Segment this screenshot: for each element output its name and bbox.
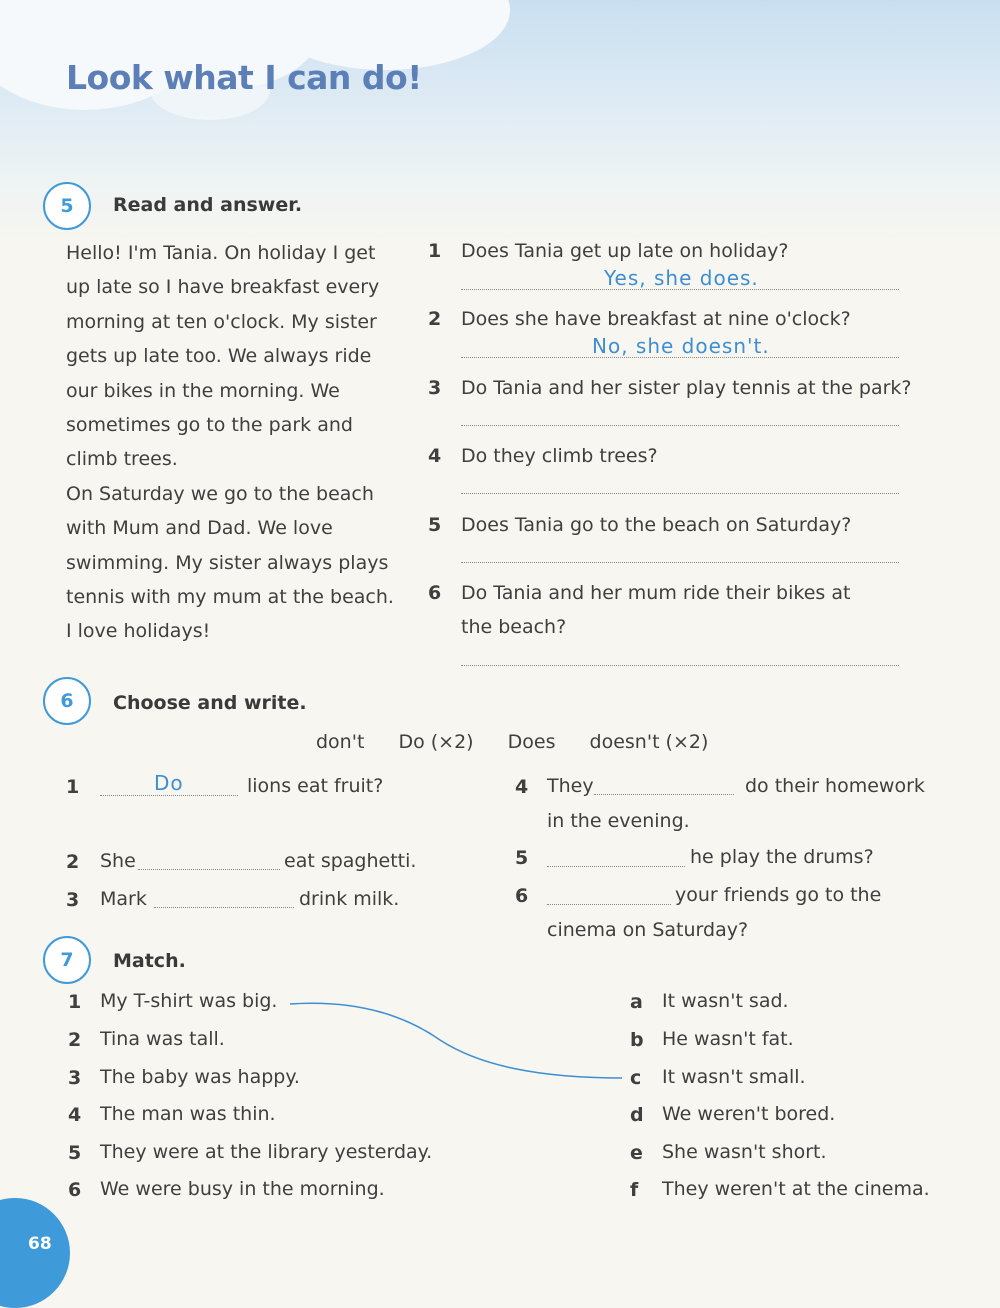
- item-number: 6: [515, 885, 529, 907]
- word-bank-item: Does: [507, 731, 556, 753]
- exercise-number-badge: 5: [43, 182, 91, 230]
- item-number: 3: [66, 889, 80, 911]
- item-number: 2: [66, 851, 80, 873]
- match-left-text[interactable]: We were busy in the morning.: [100, 1178, 385, 1200]
- question-number: 3: [428, 377, 442, 399]
- handwritten-answer: No, she doesn't.: [592, 334, 770, 358]
- page-title: Look what I can do!: [66, 58, 422, 97]
- exercise-number-badge: 7: [43, 936, 91, 984]
- sentence-text: drink milk.: [299, 888, 400, 910]
- match-left-text[interactable]: My T-shirt was big.: [100, 990, 278, 1012]
- item-number: 4: [515, 776, 529, 798]
- match-left-text[interactable]: The baby was happy.: [100, 1066, 300, 1088]
- match-left-text[interactable]: The man was thin.: [100, 1103, 276, 1125]
- question-number: 6: [428, 582, 442, 604]
- sentence-text: do their homework: [745, 775, 925, 797]
- sentence-text: eat spaghetti.: [284, 850, 417, 872]
- match-left-number: 2: [68, 1029, 82, 1051]
- match-left-number: 6: [68, 1179, 82, 1201]
- question-text: Do Tania and her sister play tennis at the park?: [461, 377, 912, 399]
- sentence-text: he play the drums?: [690, 846, 874, 868]
- exercise-title: Read and answer.: [113, 194, 303, 216]
- handwritten-answer: Do: [154, 771, 184, 795]
- sentence-text: your friends go to the: [675, 884, 882, 906]
- question-number: 5: [428, 514, 442, 536]
- match-right-letter: a: [630, 991, 643, 1013]
- match-right-text[interactable]: It wasn't small.: [662, 1066, 806, 1088]
- match-right-text[interactable]: She wasn't short.: [662, 1141, 827, 1163]
- question-text: Does Tania go to the beach on Saturday?: [461, 514, 852, 536]
- handwritten-answer: Yes, she does.: [604, 266, 759, 290]
- match-left-text[interactable]: They were at the library yesterday.: [100, 1141, 433, 1163]
- sentence-text: Mark: [100, 888, 147, 910]
- match-left-number: 3: [68, 1067, 82, 1089]
- item-number: 5: [515, 847, 529, 869]
- question-text: Does she have breakfast at nine o'clock?: [461, 308, 851, 330]
- question-number: 1: [428, 240, 442, 262]
- match-right-text[interactable]: It wasn't sad.: [662, 990, 789, 1012]
- reading-paragraph: On Saturday we go to the beach with Mum and Dad. We love swimming. My sister always plays tennis with my mum at the beach. I love holidays!: [66, 482, 394, 643]
- question-text: Does Tania get up late on holiday?: [461, 240, 789, 262]
- match-right-letter: e: [630, 1142, 643, 1164]
- word-bank-item: doesn't (×2): [589, 731, 709, 753]
- exercise-title: Choose and write.: [113, 692, 307, 714]
- question-number: 2: [428, 308, 442, 330]
- word-bank-item: Do (×2): [398, 731, 474, 753]
- exercise-title: Match.: [113, 950, 186, 972]
- match-left-number: 5: [68, 1142, 82, 1164]
- reading-paragraph: Hello! I'm Tania. On holiday I get up late so I have breakfast every morning at ten o'clock. My sister gets up late too. We always ride our bikes in the morning. We sometimes go to the park and climb trees.: [66, 242, 380, 471]
- question-number: 4: [428, 445, 442, 467]
- match-right-text[interactable]: They weren't at the cinema.: [662, 1178, 930, 1200]
- sentence-text: They: [547, 775, 594, 797]
- question-text: Do Tania and her mum ride their bikes at the beach?: [461, 582, 851, 638]
- match-right-letter: b: [630, 1029, 644, 1051]
- item-number: 1: [66, 776, 80, 798]
- sentence-text: lions eat fruit?: [247, 775, 384, 797]
- sentence-text: in the evening.: [547, 810, 690, 832]
- page-number: 68: [28, 1234, 52, 1254]
- match-right-letter: d: [630, 1104, 644, 1126]
- exercise-number-badge: 6: [43, 677, 91, 725]
- match-left-number: 1: [68, 991, 82, 1013]
- word-bank-item: don't: [316, 731, 365, 753]
- sentence-text: cinema on Saturday?: [547, 919, 749, 941]
- match-right-letter: c: [630, 1067, 642, 1089]
- match-right-letter: f: [630, 1179, 639, 1201]
- sentence-text: She: [100, 850, 136, 872]
- match-left-number: 4: [68, 1104, 82, 1126]
- match-right-text[interactable]: He wasn't fat.: [662, 1028, 794, 1050]
- question-text: Do they climb trees?: [461, 445, 658, 467]
- match-right-text[interactable]: We weren't bored.: [662, 1103, 836, 1125]
- match-left-text[interactable]: Tina was tall.: [100, 1028, 225, 1050]
